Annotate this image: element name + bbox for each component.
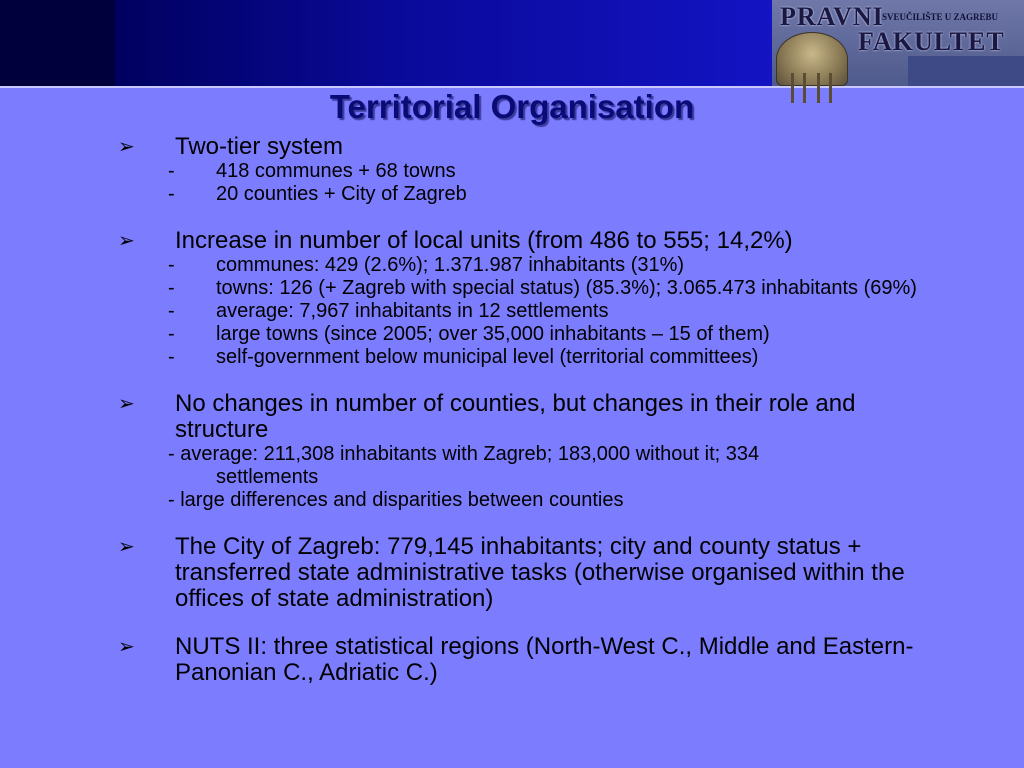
sub-item-continuation: settlements — [216, 466, 319, 488]
logo-subtitle: SVEUČILIŠTE U ZAGREBU — [882, 12, 999, 22]
bullet-item — [0, 134, 935, 160]
arrowhead-bullet-icon: ➢ — [118, 136, 135, 158]
sub-item — [0, 277, 936, 300]
sub-item — [0, 160, 936, 183]
bullet-item — [0, 228, 935, 254]
faculty-logo — [772, 0, 1024, 86]
bullet-text: Increase in number of local units (from 486 to 555; 14,2%) — [175, 227, 793, 254]
sub-item — [0, 346, 936, 369]
header-left-block — [0, 0, 115, 86]
slide-title — [0, 88, 1024, 126]
arrowhead-bullet-icon: ➢ — [118, 536, 135, 558]
arrowhead-bullet-icon: ➢ — [118, 636, 135, 658]
sub-item-text: average: 7,967 inhabitants in 12 settlements — [216, 300, 609, 322]
sub-item — [0, 489, 928, 512]
sub-item — [0, 323, 936, 346]
sub-item-text: towns: 126 (+ Zagreb with special status) (85.3%); 3.065.473 inhabitants (69%) — [216, 277, 917, 299]
dash-icon: - — [168, 183, 175, 205]
sub-item — [0, 300, 936, 323]
university-seal-icon — [776, 32, 848, 86]
sub-item-text: 418 communes + 68 towns — [216, 160, 456, 182]
sub-item — [0, 443, 928, 489]
sub-item-text: large towns (since 2005; over 35,000 inhabitants – 15 of them) — [216, 323, 770, 345]
sub-item-text: self-government below municipal level (territorial committees) — [216, 346, 759, 368]
bullet-text: Two-tier system — [175, 133, 344, 160]
bullet-item — [0, 391, 935, 443]
arrowhead-bullet-icon: ➢ — [118, 393, 135, 415]
sub-item — [0, 254, 936, 277]
sub-item-text: communes: 429 (2.6%); 1.371.987 inhabitants (31%) — [216, 254, 685, 276]
sub-item-text: - average: 211,308 inhabitants with Zagreb; 183,000 without it; 334 — [168, 443, 760, 465]
bullet-item — [0, 534, 935, 612]
dash-icon: - — [168, 277, 175, 299]
bullet-item — [0, 634, 935, 686]
dash-icon: - — [168, 300, 175, 322]
logo-text-fakultet: FAKULTET — [858, 27, 1005, 56]
sub-item-text: - large differences and disparities between counties — [168, 489, 624, 511]
dash-icon: - — [168, 254, 175, 276]
bullet-text: No changes in number of counties, but changes in their role and structure — [175, 390, 856, 443]
slide-body — [0, 134, 1024, 686]
sub-item-text: 20 counties + City of Zagreb — [216, 183, 467, 205]
logo-bar — [908, 56, 1024, 86]
dash-icon: - — [168, 346, 175, 368]
dash-icon: - — [168, 160, 175, 182]
bullet-text: NUTS II: three statistical regions (North-West C., Middle and Eastern-Panonian C., Adriatic C.) — [175, 633, 914, 686]
sub-item — [0, 183, 936, 206]
slide-title-text: Territorial Organisation — [329, 88, 695, 125]
dash-icon: - — [168, 323, 175, 345]
arrowhead-bullet-icon: ➢ — [118, 230, 135, 252]
bullet-text: The City of Zagreb: 779,145 inhabitants; city and county status + transferred state administrative tasks (otherwise organised within the offices of state administration) — [175, 533, 905, 612]
logo-text-pravni: PRAVNI — [780, 2, 884, 31]
